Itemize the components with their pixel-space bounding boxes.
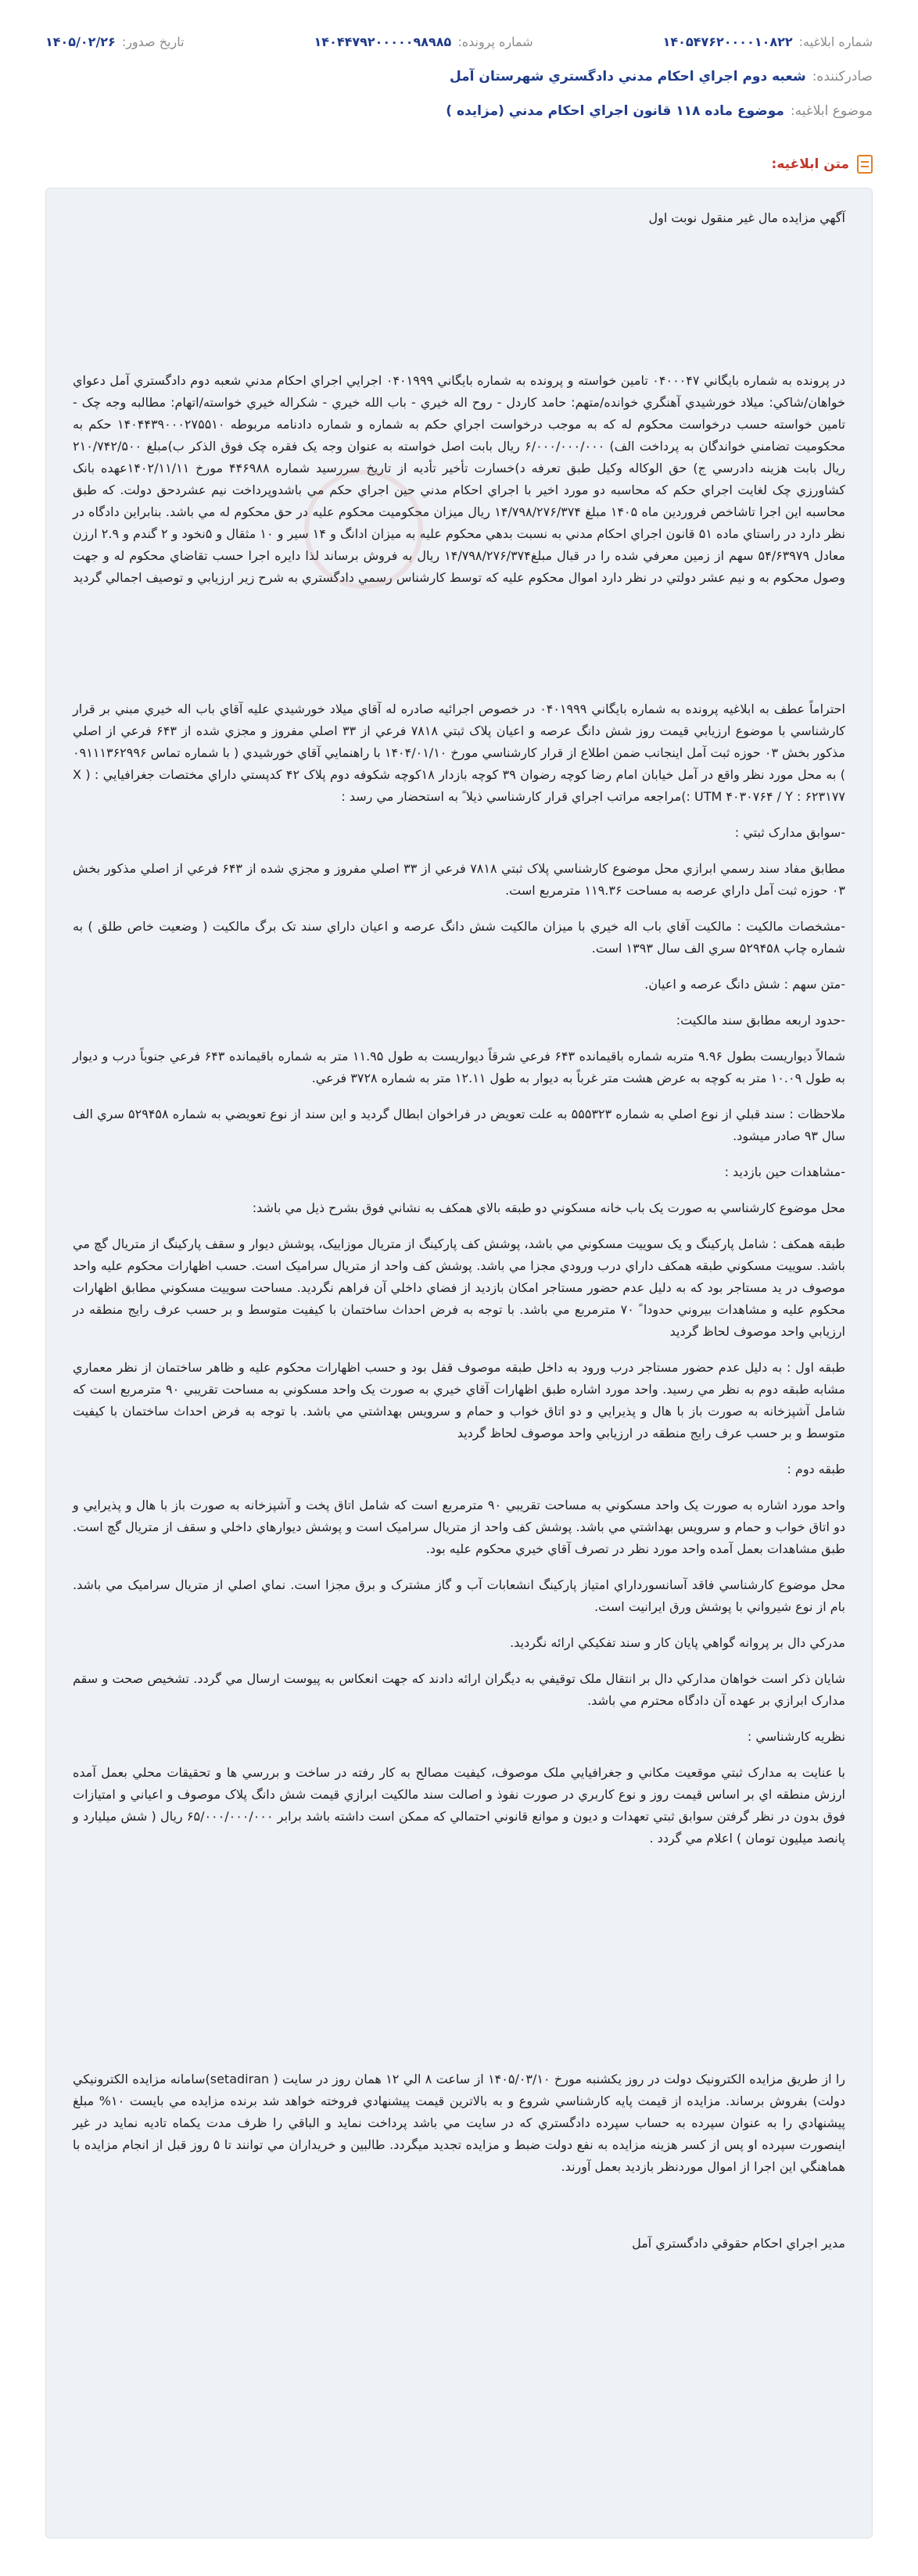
case-number-label: شماره پرونده: [457, 34, 533, 49]
paragraph-utilities: محل موضوع کارشناسي فاقد آسانسورداراي امتياز پارکينگ انشعابات آب و گاز مشترک و برق مجزا است. نماي اصلي از متريال سراميک مي باشد. بام از نوع شيرواني با پوشش ورق ايرانيت است. [73, 1577, 845, 1614]
case-number [314, 34, 533, 49]
paragraph-boundaries: شمالاً ديواريست بطول ۹.۹۶ متربه شماره باقيمانده ۶۴۳ فرعي شرقاً ديواريست به طول ۱۱.۹۵ متر به شماره باقيمانده ۶۴۳ فرعي جنوباً درب و ديوار به طول ۱۰.۰۹ متر به کوچه به عرض هشت متر غرباً به ديوار به طول ۱۲.۱۱ متر به شماره ۳۷۲۸ فرعي. [73, 1049, 846, 1085]
notice-number [663, 34, 873, 49]
issue-date [45, 34, 185, 49]
sender-row [45, 69, 873, 84]
paragraph-remarks: ملاحظات : سند قبلي از نوع اصلي به شماره ۵۵۵۳۲۳ به علت تعويض در فراخوان ابطال گرديد و اين سند از نوع تعويضي به شماره ۵۲۹۴۵۸ سري الف سال ۹۳ صادر ميشود. [73, 1107, 846, 1143]
sender-value: شعبه دوم اجراي احکام مدني دادگستري شهرستان آمل [449, 69, 806, 84]
paragraph-expert-opinion: با عنايت به مدارک ثبتي موقعيت مکاني و جغرافيايي ملک موصوف، کيفيت مصالح به کار رفته در ساخت و بررسي ها و تحقيقات محلي بعمل آمده ارزش منطقه اي بر اساس قيمت روز و نوع کاربري در صورت نفوذ و اصالت سند مالکيت ابرازي قيمت شش دانگ پلاک موصوف و اعياني و امتيازات فوق بدون در نظر گرفتن سوابق ثبتي تعهدات و ديون و موانع قانوني احتمالي که ممکن است داشته باشد برابر ۶۵/۰۰۰/۰۰۰/۰۰۰ ريال ( شش ميليارد و پانصد ميليون تومان ) اعلام مي گردد . [73, 1765, 845, 1846]
paragraph-registry-heading: -سوابق مدارک ثبتي : [734, 825, 845, 840]
notice-text-heading [772, 155, 873, 174]
issue-date-value: ۱۴۰۵/۰۲/۲۶ [45, 34, 116, 49]
paragraph-second-floor: واحد مورد اشاره به صورت يک واحد مسکوني به مساحت تقريبي ۹۰ مترمربع است که شامل اتاق پخت و آشپزخانه به صورت باز با هال و پذيرايي و دو اتاق خواب و حمام و سرويس بهداشتي مي باشد. پوشش کف واحد از متريال سراميک است و پوشش ديوارهاي داخلي و سقف از متريال گچ است. طبق مشاهدات بعمل آمده واحد مورد نظر در تصرف آقاي خيري محکوم عليه بود. [73, 1498, 846, 1556]
paragraph-no-permit: مدرکي دال بر پروانه گواهي پايان کار و سند تفکيکي ارائه نگرديد. [510, 1635, 845, 1650]
paragraph-observations-heading: -مشاهدات حين بازديد : [724, 1164, 845, 1179]
paragraph-observations: محل موضوع کارشناسي به صورت يک باب خانه مسکوني دو طبقه بالاي همکف به نشاني فوق بشرح ذيل مي باشد: [252, 1200, 845, 1215]
auction-title: آگهي مزايده مال غير منقول نوبت اول [648, 210, 845, 225]
subject-label: موضوع ابلاغيه: [790, 103, 873, 119]
paragraph-auction-terms: را از طريق مزايده الکترونيک دولت در روز يکشنبه مورخ ۱۴۰۵/۰۳/۱۰ از ساعت ۸ الي ۱۲ همان روز در سايت ( setadiran)سامانه مزايده الکترونيکي دولت) بفروش برساند. مزايده از قيمت پايه کارشناسي شروع و به بالاترين قيمت پيشنهادي فروخته خواهد شد برنده مزايده مي بايست ۱۰% مبلغ پيشنهادي را به عنوان سپرده به حساب سپرده دادگستري که در سايت مي باشد پرداخت نمايد و الباقي را ظرف مدت يکماه تاديه نمايد در غير اينصورت سپرده او پس از کسر هزينه مزايده به نفع دولت ضبط و مزايده تجديد ميگردد. طالبين و خريداران مي توانند تا ۵ روز قبل از انجام مزايده با هماهنگي اين اجرا از اموال موردنظر بازديد بعمل آورند. [73, 2072, 846, 2174]
notice-text-heading-label: متن ابلاغيه: [771, 156, 849, 172]
subject-value: موضوع ماده ۱۱۸ قانون اجراي احکام مدني (مزايده ) [446, 103, 784, 119]
paragraph-case-summary: در پرونده به شماره بايگاني ۰۴۰۰۰۴۷ تامين خواسته و پرونده به شماره بايگاني ۰۴۰۱۹۹۹ اجرايي اجراي احکام مدني شعبه دوم دادگستري آمل دعواي خواهان/شاکي: ميلاد خورشيدي آهنگري خوانده/متهم: حامد کاردل - روح اله خيري - باب الله خيري - شکراله خيري خواسته/اتهام: مطالبه وجه چک - تامين خواسته حسب درخواست محکوم له که به موجب درخواست اجراي حکم به شماره و شماره دادنامه مربوطه ۱۴۰۴۴۳۹۰۰۰۲۷۵۵۱۰ حکم به محکوميت تضامني خواندگان به پرداخت الف) ۶/۰۰۰/۰۰۰/۰۰۰ ريال بابت اصل خواسته به عنوان وجه يک فقره چک فوق الذکر ب)مبلغ ۲۱۰/۷۴۲/۵۰۰ ريال بابت هزينه دادرسي ج) حق الوکاله وکيل طبق تعرفه د)خسارت تأخير تأديه از تاريخ سررسيد شماره ۴۴۶۹۸۸ مورخ ۱۴۰۲/۱۱/۱۱عهده بانک کشاورزي چک لغايت اجراي حکم که محاسبه دو مورد اخير با اجراي احکام مدني حين اجراي حکم مي باشدوپرداخت نيم عشردحق دولت. که طبق محاسبه اين اجرا تاشاخص فروردين ماه ۱۴۰۵ مبلغ ۱۴/۷۹۸/۲۷۶/۳۷۴ ريال ميزان محکوميت محکوم عليه در حق محکوم له مي باشد. بنابراين دادگاه در نظر دارد در راستاي ماده ۵۱ قانون اجراي احکام مدني به نسبت بدهي محکوم عليه به ميزان ادانگ و ۱۴ سير و ۱۰ مثقال و ۵نخود و ۲ گندم و ۲.۹ ارزن معادل ۵۴/۶۳۹۷۹ سهم از زمين معرفي شده را در قبال مبلغ۱۴/۷۹۸/۲۷۶/۳۷۴ ريال به فروش برساند لذا دايره اجرا حسب تقاضاي محکوم له و جهت وصول محکوم به و نيم عشر دولتي در نظر دارد اموال محکوم عليه که توسط کارشناس رسمي دادگستري به شرح زير ارزيابي و توصيف اجمالي گرديد [73, 373, 846, 585]
notice-meta-row [45, 34, 873, 49]
issue-date-label: تاريخ صدور: [121, 34, 185, 49]
paragraph-ownership: -مشخصات مالکيت : مالکيت آقاي باب اله خيري با ميزان مالکيت شش دانگ عرصه و اعيان داراي سند تک برگ مالکيت ( وضعيت خاص طلق ) به شماره چاپ ۵۲۹۴۵۸ سري الف سال ۱۳۹۳ است. [73, 919, 845, 956]
subject-row [45, 103, 873, 119]
paragraph-first-floor: طبقه اول : به دليل عدم حضور مستاجر درب ورود به داخل طبقه موصوف قفل بود و حسب اظهارات محکوم عليه و ظاهر ساختمان از نظر معماري مشابه طبقه دوم به نظر مي رسيد. واحد مورد اشاره طبق اظهارات آقاي خيري به صورت يک واحد مسکوني به مساحت تقريبي ۹۰ مترمربع است که شامل آشپزخانه به صورت باز با هال و پذيرايي و دو اتاق خواب و حمام و سرويس بهداشتي مي باشد. با توجه به فرض احداث ساختمان با کيفيت متوسط و بر حسب عرف رايج منطقه در ارزيابي واحد موصوف لحاظ گرديد [73, 1360, 845, 1440]
paragraph-registry: مطابق مفاد سند رسمي ابرازي محل موضوع کارشناسي پلاک ثبتي ۷۸۱۸ فرعي از ۳۳ اصلي مفروز و مجزي شده از ۶۴۳ فرعي از اصلي مذکور بخش ۰۳ حوزه ثبت آمل داراي عرصه به مساحت ۱۱۹.۳۶ مترمربع است. [73, 861, 845, 898]
notice-number-label: شماره ابلاغيه: [798, 34, 873, 49]
paragraph-expert-opinion-heading: نظريه کارشناسي : [747, 1729, 845, 1744]
paragraph-transfer-docs: شايان ذکر است خواهان مدارکي دال بر انتقال ملک توقيفي به ديگران ارائه دادند که جهت انعکاس به پيوست ارسال مي گردد. تشخيص صحت و سقم مدارک ابرازي بر عهده آن دادگاه محترم مي باشد. [73, 1671, 845, 1708]
paragraph-ground-floor: طبقه همکف : شامل پارکينگ و يک سوييت مسکوني مي باشد، پوشش کف پارکينگ از متريال موزاييک، پوشش ديوار و سقف پارکينگ از متريال گچ مي باشد. سوييت مسکوني طبقه همکف داراي درب ورودي مجزا مي باشد. پوشش کف واحد از متريال سراميک است. حسب اظهارات محکوم عليه واحد موصوف در يد مستاجر بود که به دليل عدم حضور مستاجر امکان بازديد از فضاي داخلي آن فراهم نگرديد. مساحت سوييت مسکوني مطابق اظهارات محکوم عليه و مشاهدات بيروني حدودا ً ۷۰ مترمربع مي باشد. با توجه به فرض احداث ساختمان با کيفيت متوسط و بر حسب عرف رايج منطقه در ارزيابي واحد موصوف لحاظ گرديد [73, 1236, 846, 1339]
notice-number-value: ۱۴۰۵۴۷۶۲۰۰۰۰۱۰۸۲۲ [662, 34, 793, 49]
paragraph-second-floor-heading: طبقه دوم : [787, 1462, 845, 1476]
paragraph-expert-intro: احتراماً عطف به ابلاغيه پرونده به شماره بايگاني ۰۴۰۱۹۹۹ در خصوص اجرائيه صادره له آقاي ميلاد خورشيدي عليه آقاي باب اله خيري مبني بر قرار کارشناسي با موضوع ارزيابي قيمت روز شش دانگ عرصه و اعيان پلاک ثبتي ۷۸۱۸ فرعي از ۳۳ اصلي مفروز و مجزي شده از ۶۴۳ فرعي از اصلي مذکور بخش ۰۳ حوزه ثبت آمل اينجانب ضمن اطلاع از قرار کارشناسي مورخ ۱۴۰۴/۰۱/۱۰ با راهنمايي آقاي خورشيدي ( با شماره تماس ۰۹۱۱۱۳۶۲۹۹۶ ) به محل مورد نظر واقع در آمل خيابان امام رضا کوچه رضوان ۳۹ کوچه بازدار ۱۸کوچه شکوفه دوم پلاک ۴۲ کدپستي داراي مختصات جغرافيايي : ( X : UTM ۴۰۳۰۷۶۴ / Y : ۶۲۳۱۷۷)مراجعه مراتب اجراي قرار کارشناسي ذيلا ً به استحضار مي رسد : [73, 701, 846, 804]
paragraph-share: -متن سهم : شش دانگ عرصه و اعيان. [644, 977, 845, 992]
document-icon [857, 155, 873, 174]
notice-text-box [45, 188, 873, 2538]
case-number-value: ۱۴۰۴۴۷۹۲۰۰۰۰۰۹۸۹۸۵ [314, 34, 452, 49]
sender-label: صادرکننده: [812, 69, 873, 84]
paragraph-boundaries-heading: -حدود اربعه مطابق سند مالکيت: [676, 1013, 845, 1028]
signature: مدير اجراي احکام حقوقي دادگستري آمل [632, 2236, 845, 2251]
